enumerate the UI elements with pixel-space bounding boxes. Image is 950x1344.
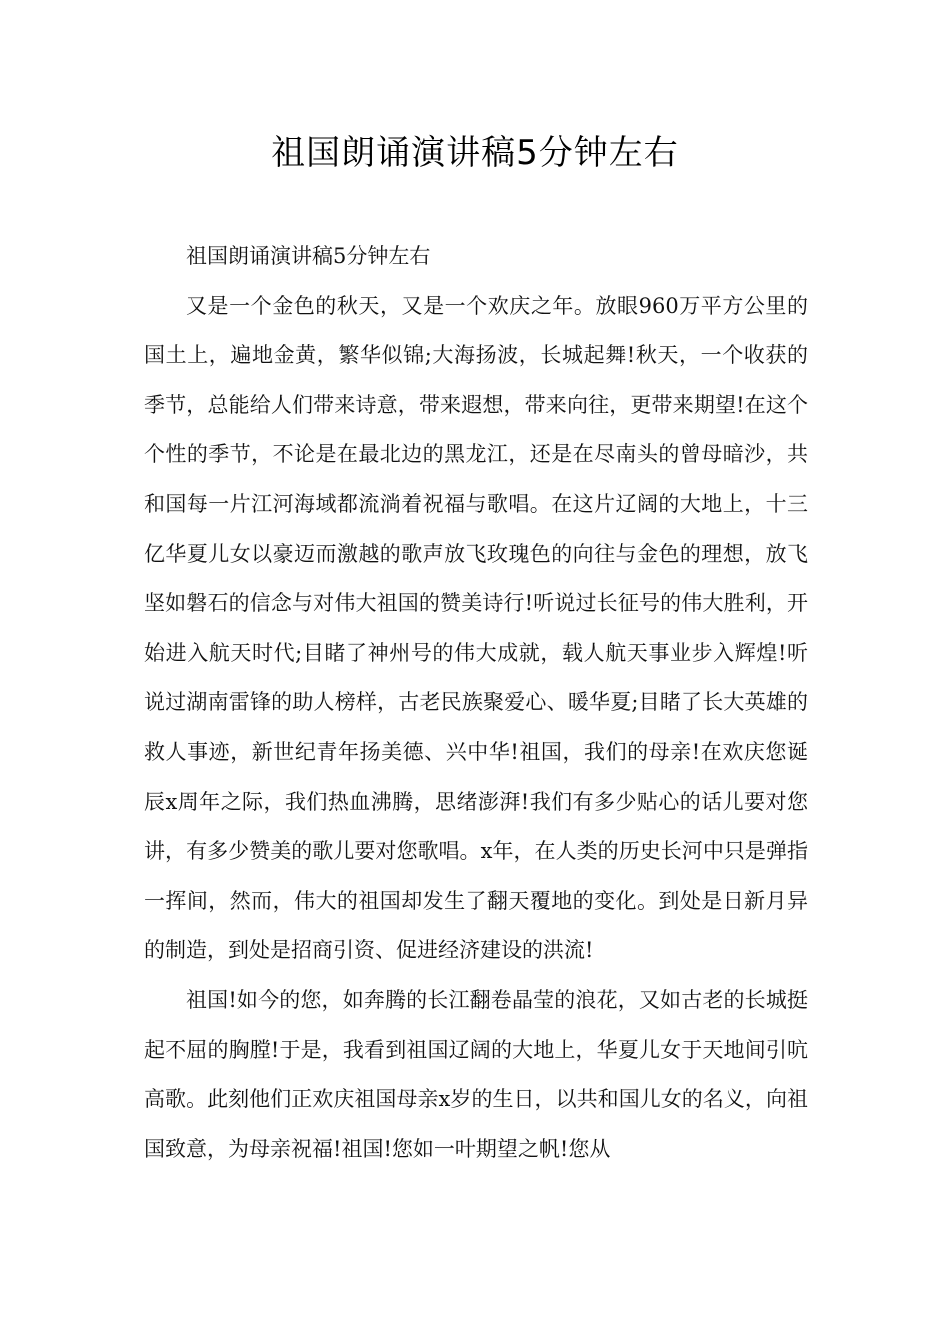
document-title: 祖国朗诵演讲稿5分钟左右 [271, 133, 679, 173]
paragraph-autumn: 又是一个金色的秋天，又是一个欢庆之年。放眼960万平方公里的国土上，遍地金黄，繁华似锦;大海扬波，长城起舞!秋天，一个收获的季节，总能给人们带来诗意，带来遐想，带来向往，更带来期望!在这个个性的季节，不论是在最北边的黑龙江，还是在尽南头的曾母暗沙，共和国每一片江河海域都流淌着祝福与歌唱。在这片辽阔的大地上，十三亿华夏儿女以豪迈而激越的歌声放飞玫瑰色的向往与金色的理想，放飞坚如磐石的信念与对伟大祖国的赞美诗行!听说过长征号的伟大胜利，开始进入航天时代;目睹了神州号的伟大成就，载人航天事业步入辉煌!听说过湖南雷锋的助人榜样，古老民族聚爱心、暖华夏;目睹了长大英雄的救人事迹，新世纪青年扬美德、兴中华!祖国，我们的母亲!在欢庆您诞辰x周年之际，我们热血沸腾，思绪澎湃!我们有多少贴心的话儿要对您讲，有多少赞美的歌儿要对您歌唱。x年，在人类的历史长河中只是弹指一挥间，然而，伟大的祖国却发生了翻天覆地的变化。到处是日新月异的制造，到处是招商引资、促进经济建设的洪流! [144, 293, 808, 963]
paragraph-subtitle: 祖国朗诵演讲稿5分钟左右 [186, 244, 431, 268]
paragraph-motherland: 祖国!如今的您，如奔腾的长江翻卷晶莹的浪花，又如古老的长城挺起不屈的胸膛!于是，我看到祖国辽阔的大地上，华夏儿女于天地间引吭高歌。此刻他们正欢庆祖国母亲x岁的生日，以共和国儿女的名义，向祖国致意，为母亲祝福!祖国!您如一叶期望之帆!您从 [144, 987, 808, 1161]
document-body [144, 232, 808, 1174]
